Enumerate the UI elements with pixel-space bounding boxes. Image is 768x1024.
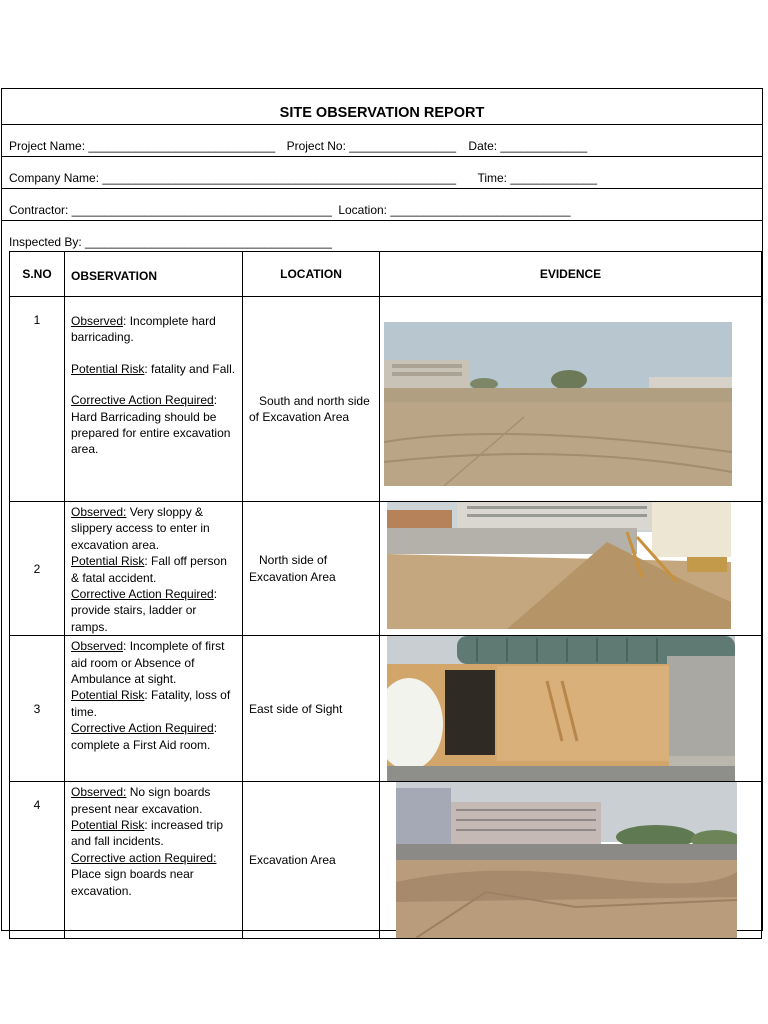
table-header-row bbox=[10, 252, 762, 297]
risk-label: Potential Risk bbox=[71, 688, 145, 703]
info-row-contractor bbox=[2, 189, 762, 221]
row-observation bbox=[65, 502, 243, 636]
table-row bbox=[10, 782, 762, 939]
risk-label: Potential Risk bbox=[71, 818, 145, 833]
header-location: LOCATION bbox=[243, 252, 380, 297]
observation-table bbox=[9, 251, 762, 939]
observed-label: Observed bbox=[71, 314, 124, 328]
risk-line bbox=[71, 361, 236, 377]
action-label: Corrective Action Required bbox=[71, 587, 214, 602]
observed-line bbox=[71, 313, 236, 346]
report-title: SITE OBSERVATION REPORT bbox=[2, 89, 762, 125]
location-field: Location: ___________________________ bbox=[338, 203, 571, 217]
action-text: : complete a First Aid room. bbox=[71, 721, 218, 752]
info-row-inspected bbox=[2, 221, 762, 251]
action-label: Corrective action Required: bbox=[71, 850, 217, 865]
header-observation: OBSERVATION bbox=[65, 252, 243, 297]
date-field: Date: _____________ bbox=[468, 139, 588, 153]
location-text: North side of Excavation Area bbox=[249, 553, 336, 584]
row-evidence bbox=[380, 502, 762, 636]
row-observation bbox=[65, 297, 243, 502]
row-observation bbox=[65, 636, 243, 782]
risk-line bbox=[71, 687, 236, 720]
observed-text: No sign boards present near excavation. bbox=[71, 785, 211, 816]
time-field: Time: _____________ bbox=[477, 171, 598, 185]
observed-text: : Incomplete hard barricading. bbox=[71, 314, 216, 345]
action-label: Corrective Action Required bbox=[71, 721, 214, 736]
project-no-field: Project No: ________________ bbox=[286, 139, 457, 153]
site-observation-report bbox=[1, 88, 763, 931]
info-row-company bbox=[2, 157, 762, 189]
observed-line bbox=[71, 638, 236, 687]
location-text: East side of Sight bbox=[249, 701, 343, 716]
contractor-field: Contractor: _______________________________________ bbox=[9, 203, 332, 217]
observed-label: Observed: bbox=[71, 785, 127, 800]
risk-text: : fatality and Fall. bbox=[144, 361, 236, 376]
row-location bbox=[243, 636, 380, 782]
header-evidence: EVIDENCE bbox=[380, 252, 762, 297]
observed-label: Observed: bbox=[71, 505, 127, 519]
header-sno: S.NO bbox=[10, 252, 65, 297]
action-label: Corrective Action Required bbox=[71, 393, 214, 408]
observed-text: Very sloppy & slippery access to enter in excavation area. bbox=[71, 505, 210, 552]
risk-text: : Fall off person & fatal accident. bbox=[71, 554, 227, 585]
action-line bbox=[71, 586, 236, 635]
company-name-field: Company Name: _____________________________________________________ bbox=[9, 171, 457, 185]
row-evidence bbox=[380, 297, 762, 502]
action-text: : provide stairs, ladder or ramps. bbox=[71, 587, 218, 634]
sloppy-access-photo bbox=[387, 502, 731, 629]
risk-label: Potential Risk bbox=[71, 554, 145, 569]
row-evidence bbox=[380, 782, 762, 939]
action-text: Place sign boards near excavation. bbox=[71, 867, 194, 898]
action-line bbox=[71, 392, 236, 458]
table-row bbox=[10, 502, 762, 636]
risk-line bbox=[71, 817, 236, 850]
row-observation bbox=[65, 782, 243, 939]
table-row bbox=[10, 297, 762, 502]
action-line bbox=[71, 720, 236, 753]
row-sno: 4 bbox=[10, 782, 65, 939]
location-text: Excavation Area bbox=[249, 853, 336, 868]
row-sno: 3 bbox=[10, 636, 65, 782]
row-location bbox=[243, 297, 380, 502]
risk-text: : Fatality, loss of time. bbox=[71, 688, 231, 719]
row-sno: 2 bbox=[10, 502, 65, 636]
risk-text: : increased trip and fall incidents. bbox=[71, 818, 224, 849]
observed-line bbox=[71, 504, 236, 553]
row-evidence bbox=[380, 636, 762, 782]
excavation-site-photo bbox=[384, 322, 732, 486]
observed-text: : Incomplete of first aid room or Absence of Ambulance at sight. bbox=[71, 639, 225, 687]
sign-board-area-photo bbox=[396, 782, 737, 938]
row-sno: 1 bbox=[10, 297, 65, 502]
location-text: South and north side of Excavation Area bbox=[249, 393, 370, 424]
action-text: : Hard Barricading should be prepared for entire excavation area. bbox=[71, 393, 231, 457]
risk-line bbox=[71, 553, 236, 586]
table-row bbox=[10, 636, 762, 782]
risk-label: Potential Risk bbox=[71, 361, 145, 376]
inspected-by-field: Inspected By: _____________________________________ bbox=[9, 235, 332, 249]
action-line bbox=[71, 850, 236, 899]
observed-line bbox=[71, 784, 236, 817]
row-location bbox=[243, 502, 380, 636]
first-aid-room-photo bbox=[387, 636, 735, 781]
observed-label: Observed bbox=[71, 639, 124, 654]
row-location bbox=[243, 782, 380, 939]
info-row-project bbox=[2, 125, 762, 157]
project-name-field: Project Name: ____________________________ bbox=[9, 139, 276, 153]
